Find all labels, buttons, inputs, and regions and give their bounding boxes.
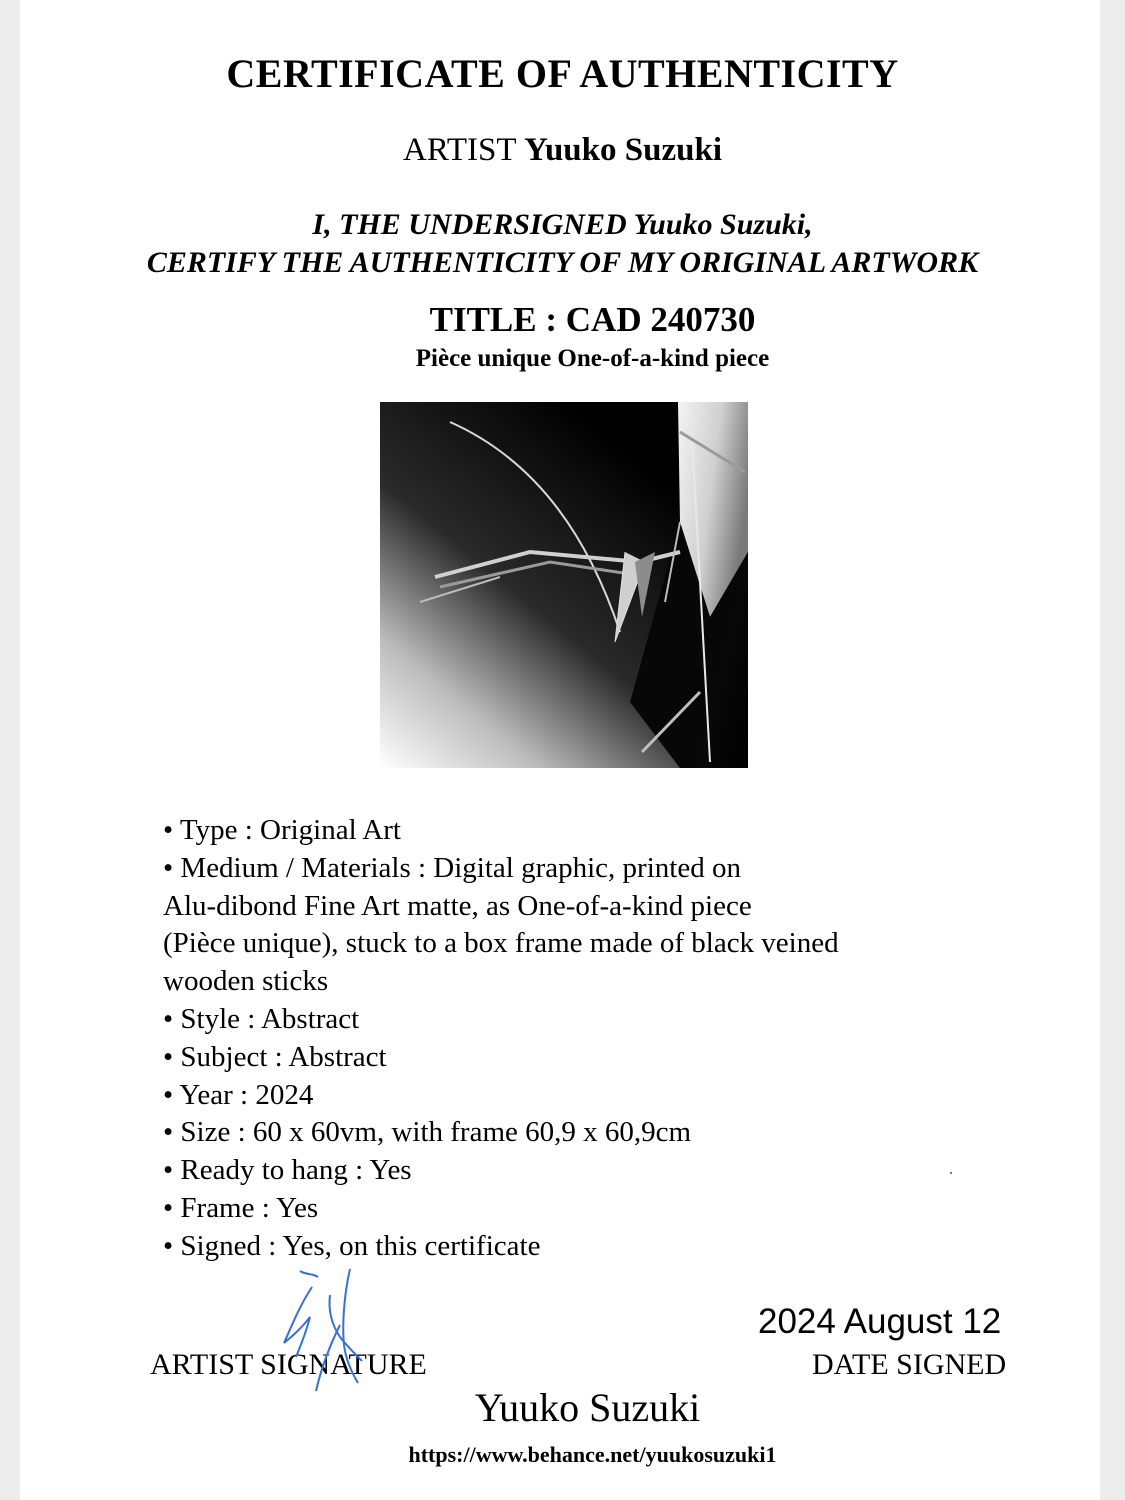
- artwork-subtitle: Pièce unique One-of-a-kind piece: [415, 345, 770, 372]
- detail-line: • Size : 60 x 60vm, with frame 60,9 x 60,9cm: [163, 1116, 692, 1149]
- handwritten-signature-mark: [270, 1265, 380, 1395]
- detail-line: • Medium / Materials : Digital graphic, printed on: [163, 851, 741, 884]
- date-signed-label: DATE SIGNED: [812, 1348, 1007, 1381]
- certificate-heading: CERTIFICATE OF AUTHENTICITY: [226, 51, 899, 96]
- speck-divider: [950, 1172, 952, 1174]
- detail-line: • Type : Original Art: [163, 814, 401, 846]
- detail-line: • Signed : Yes, on this certificate: [163, 1229, 541, 1262]
- artwork-details-list: [163, 812, 983, 1266]
- artist-portfolio-link[interactable]: https://www.behance.net/yuukosuzuki1: [408, 1442, 777, 1467]
- detail-line: • Ready to hang : Yes: [163, 1154, 412, 1187]
- declaration-line-2: CERTIFY THE AUTHENTICITY OF MY ORIGINAL ARTWORK: [146, 246, 979, 279]
- detail-line: (Pièce unique), stuck to a box frame made of black veined: [163, 927, 839, 960]
- declaration-line-1: I, THE UNDERSIGNED Yuuko Suzuki,: [312, 208, 813, 241]
- detail-line: wooden sticks: [163, 965, 329, 998]
- artist-signature-label: ARTIST SIGNATURE: [150, 1348, 427, 1381]
- date-signed-value: 2024 August 12: [758, 1302, 1002, 1341]
- detail-line: • Style : Abstract: [163, 1002, 360, 1035]
- detail-line: • Subject : Abstract: [163, 1040, 387, 1073]
- artwork-title: TITLE : CAD 240730: [429, 300, 756, 339]
- artist-prefix: ARTIST: [402, 132, 516, 168]
- detail-line: • Frame : Yes: [163, 1191, 319, 1224]
- artist-name: Yuuko Suzuki: [524, 132, 722, 168]
- artist-printed-name: Yuuko Suzuki: [474, 1385, 701, 1430]
- detail-line: Alu-dibond Fine Art matte, as One-of-a-kind piece: [163, 889, 752, 922]
- artist-line: [0, 132, 1125, 169]
- abstract-artwork-image: [380, 402, 748, 768]
- detail-line: • Year : 2024: [163, 1078, 314, 1111]
